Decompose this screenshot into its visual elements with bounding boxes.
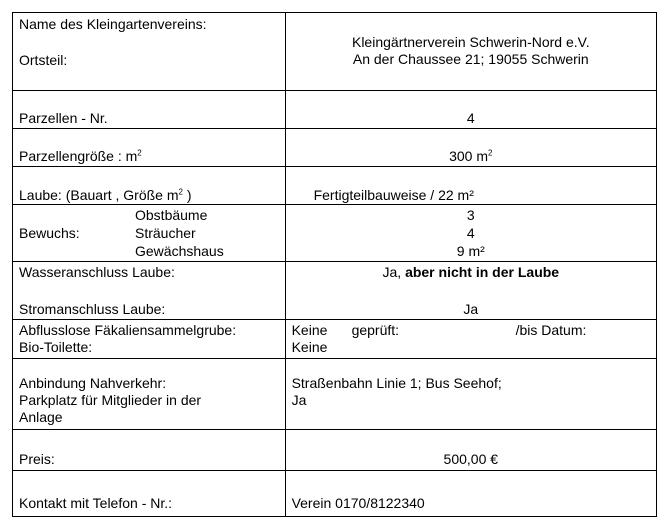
label-obstbaeume: Obstbäume (135, 207, 208, 223)
row-abfluss (13, 320, 657, 359)
row-kontakt (13, 471, 657, 517)
cell-anbindung-label (13, 359, 286, 430)
label-ortsteil: Ortsteil: (19, 52, 68, 68)
label-strom: Stromanschluss Laube: (19, 301, 166, 317)
label-biotoilette: Bio-Toilette: (19, 339, 93, 355)
label-groesse: Parzellengröße : m (19, 148, 138, 164)
value-straeucher: 4 (466, 225, 475, 241)
value-nahverkehr: Straßenbahn Linie 1; Bus Seehof; (291, 375, 502, 391)
value-abfluss-datum: /bis Datum: (515, 322, 587, 338)
cell-bewuchs-value (285, 205, 656, 262)
row-bewuchs (13, 205, 657, 262)
cell-abfluss-label (13, 320, 286, 359)
value-wasser-wrap (292, 264, 650, 280)
label-wasser: Wasseranschluss Laube: (19, 264, 175, 280)
row-groesse (13, 129, 657, 167)
value-parzelle: 4 (466, 110, 475, 126)
cell-parzelle-label (13, 91, 286, 129)
cell-verein-label (13, 13, 286, 91)
row-laube (13, 167, 657, 205)
label-straeucher: Sträucher (135, 225, 196, 241)
cell-bewuchs-label (13, 205, 286, 262)
label-vereinsname: Name des Kleingartenvereins: (19, 16, 207, 32)
value-abfluss-geprueft: geprüft: (351, 322, 400, 338)
label-preis: Preis: (19, 451, 55, 467)
label-laube: Laube: (Bauart , Größe m (19, 187, 179, 203)
label-laube-sup: 2 (178, 187, 183, 197)
row-verein (13, 13, 657, 91)
value-preis: 500,00 € (443, 451, 499, 467)
value-address: An der Chaussee 21; 19055 Schwerin (352, 51, 589, 67)
cell-laube-label (13, 167, 286, 205)
label-groesse-wrap (19, 148, 279, 164)
value-strom: Ja (463, 301, 479, 317)
cell-preis-value (285, 430, 656, 471)
row-anbindung (13, 359, 657, 430)
cell-parzelle-value (285, 91, 656, 129)
cell-wasser-label (13, 262, 286, 320)
row-parzelle (13, 91, 657, 129)
label-nahverkehr: Anbindung Nahverkehr: (19, 375, 167, 391)
label-parkplatz: Parkplatz für Mitglieder in der (19, 392, 202, 408)
label-parzelle: Parzellen - Nr. (19, 110, 108, 126)
label-kontakt: Kontakt mit Telefon - Nr.: (19, 495, 173, 511)
cell-anbindung-value (285, 359, 656, 430)
label-laube-wrap (19, 187, 279, 203)
label-bewuchs: Bewuchs: (19, 225, 80, 241)
value-biotoilette: Keine (291, 339, 328, 355)
value-kontakt: Verein 0170/8122340 (291, 495, 425, 511)
cell-verein-value (285, 13, 656, 91)
cell-groesse-value (285, 129, 656, 167)
value-wasser-bold: aber nicht in der Laube (405, 264, 560, 280)
cell-kontakt-value (285, 471, 656, 517)
value-gewaechshaus: 9 m² (456, 243, 485, 259)
label-gewaechshaus: Gewächshaus (135, 243, 224, 259)
value-groesse-sup: 2 (488, 148, 493, 158)
cell-wasser-value (285, 262, 656, 320)
value-abfluss-keine: Keine (291, 322, 328, 338)
label-abfluss: Abflusslose Fäkaliensammelgrube: (19, 322, 237, 338)
label-groesse-sup: 2 (137, 148, 142, 158)
value-vereinsname: Kleingärtnerverein Schwerin-Nord e.V. (351, 34, 590, 50)
value-laube: Fertigteilbauweise / 22 m² (313, 187, 474, 203)
value-obstbaeume: 3 (466, 207, 475, 223)
value-parkplatz: Ja (291, 392, 307, 408)
value-groesse-wrap (292, 148, 650, 164)
allotment-info-table (12, 12, 657, 517)
label-laube-post: ) (182, 187, 192, 203)
cell-preis-label (13, 430, 286, 471)
cell-laube-value (285, 167, 656, 205)
value-groesse: 300 m (449, 148, 489, 164)
label-anlage: Anlage (19, 409, 63, 425)
cell-kontakt-label (13, 471, 286, 517)
value-wasser: Ja, (382, 264, 406, 280)
row-wasser-strom (13, 262, 657, 320)
cell-abfluss-value (285, 320, 656, 359)
cell-groesse-label (13, 129, 286, 167)
row-preis (13, 430, 657, 471)
